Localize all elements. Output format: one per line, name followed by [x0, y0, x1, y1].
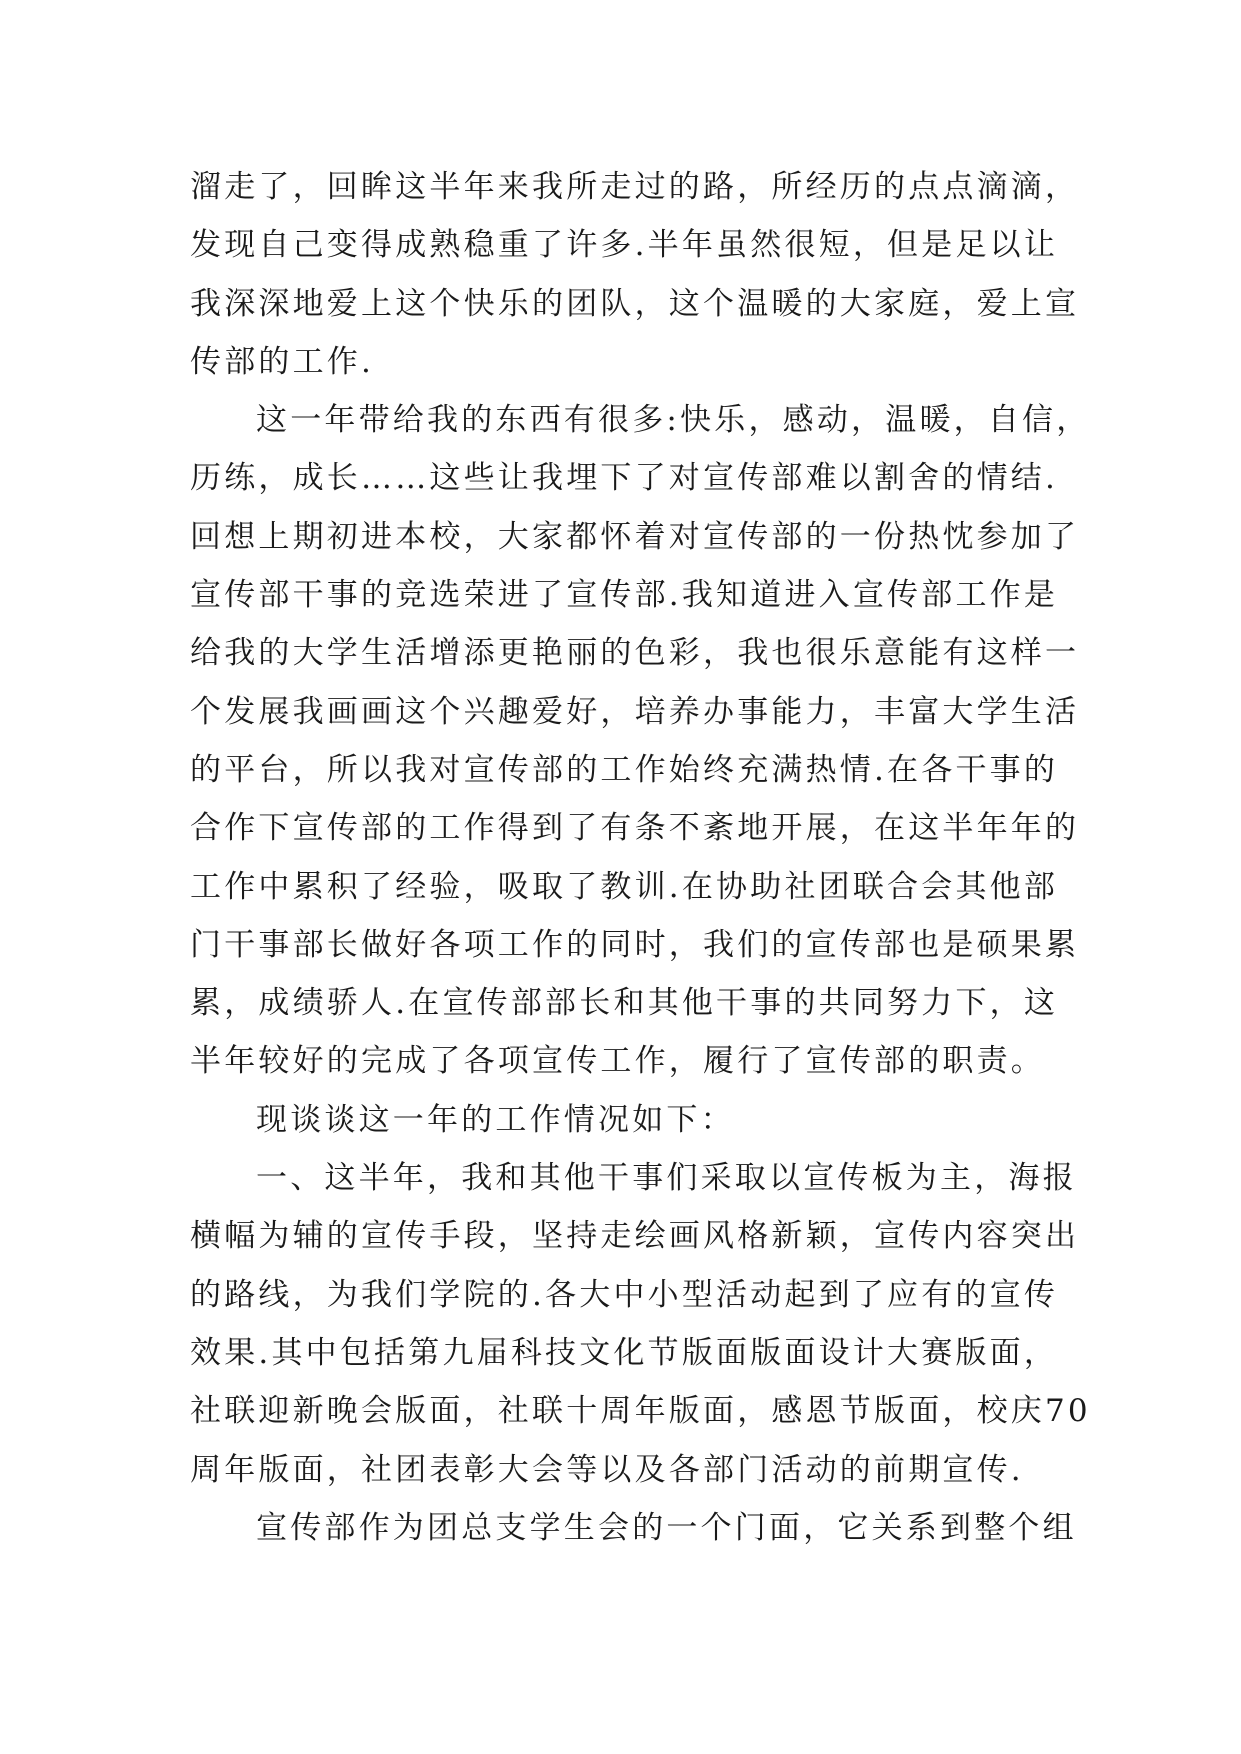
- text-line-8: 宣传部干事的竞选荣进了宣传部.我知道进入宣传部工作是: [190, 577, 1059, 614]
- text-line-21: 效果.其中包括第九届科技文化节版面版面设计大赛版面，: [190, 1334, 1059, 1371]
- text-line-5: 这一年带给我的东西有很多:快乐，感动，温暖，自信，: [256, 402, 1091, 439]
- text-line-24: 宣传部作为团总支学生会的一个门面，它关系到整个组: [256, 1509, 1077, 1546]
- text-line-6: 历练，成长……这些让我埋下了对宣传部难以割舍的情结.: [190, 460, 1059, 497]
- text-line-9: 给我的大学生活增添更艳丽的色彩，我也很乐意能有这样一: [190, 635, 1080, 672]
- text-line-23: 周年版面，社团表彰大会等以及各部门活动的前期宣传.: [190, 1451, 1024, 1488]
- text-line-3: 我深深地爱上这个快乐的团队，这个温暖的大家庭，爱上宣: [190, 285, 1080, 322]
- text-line-1: 溜走了，回眸这半年来我所走过的路，所经历的点点滴滴，: [190, 169, 1080, 205]
- text-line-18: 一、这半年，我和其他干事们采取以宣传板为主，海报: [256, 1160, 1077, 1197]
- text-line-7: 回想上期初进本校，大家都怀着对宣传部的一份热忱参加了: [190, 518, 1080, 555]
- text-line-10: 个发展我画画这个兴趣爱好，培养办事能力，丰富大学生活: [190, 693, 1080, 730]
- text-line-15: 累，成绩骄人.在宣传部部长和其他干事的共同努力下，这: [190, 985, 1059, 1022]
- document-body: [190, 158, 1091, 1557]
- text-line-22: 社联迎新晚会版面，社联十周年版面，感恩节版面，校庆70: [190, 1393, 1091, 1430]
- text-line-14: 门干事部长做好各项工作的同时，我们的宣传部也是硕果累: [190, 926, 1080, 963]
- text-line-2: 发现自己变得成熟稳重了许多.半年虽然很短，但是足以让: [190, 227, 1059, 264]
- text-line-11: 的平台，所以我对宣传部的工作始终充满热情.在各干事的: [190, 751, 1059, 788]
- text-line-16: 半年较好的完成了各项宣传工作，履行了宣传部的职责。: [190, 1043, 1045, 1080]
- text-line-19: 横幅为辅的宣传手段，坚持走绘画风格新颖，宣传内容突出: [190, 1218, 1080, 1255]
- text-line-20: 的路线，为我们学院的.各大中小型活动起到了应有的宣传: [190, 1276, 1059, 1313]
- text-line-17: 现谈谈这一年的工作情况如下：: [256, 1101, 735, 1138]
- text-line-12: 合作下宣传部的工作得到了有条不紊地开展，在这半年年的: [190, 810, 1080, 847]
- text-line-13: 工作中累积了经验，吸取了教训.在协助社团联合会其他部: [190, 868, 1059, 905]
- text-line-4: 传部的工作.: [190, 343, 375, 380]
